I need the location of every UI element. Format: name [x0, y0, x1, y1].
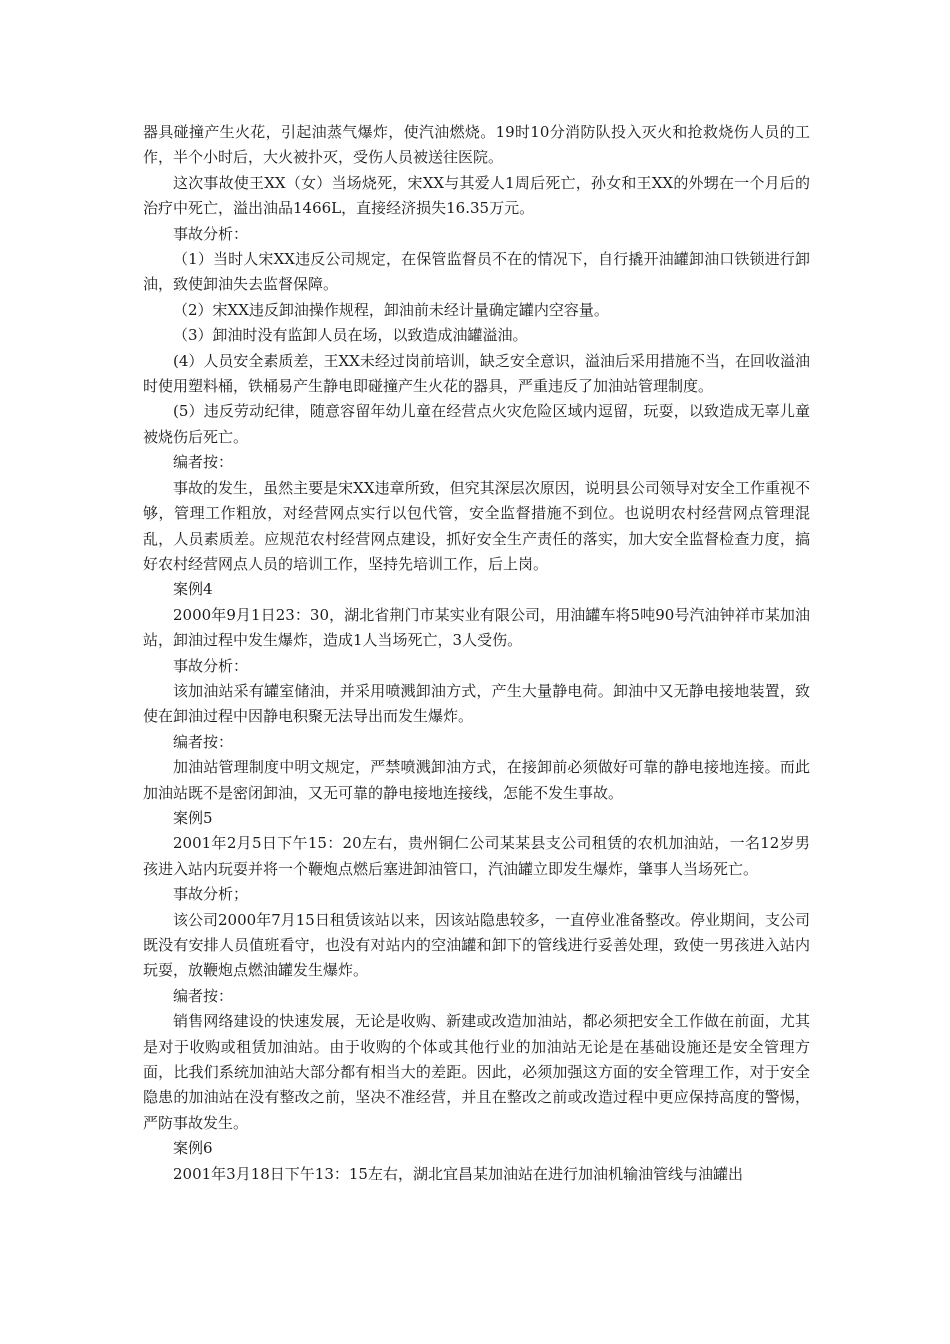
- paragraph: 加油站管理制度中明文规定，严禁喷溅卸油方式，在接卸前必须做好可靠的静电接地连接。而此加油站既不是密闭卸油，又无可靠的静电接地连接线，怎能不发生事故。: [143, 758, 810, 802]
- paragraph: 案例6: [173, 1139, 213, 1158]
- paragraph: 事故分析；: [173, 885, 249, 904]
- paragraph: 编者按：: [173, 986, 234, 1005]
- paragraph: 编者按：: [173, 732, 234, 751]
- paragraph: （3）卸油时没有监卸人员在场，以致造成油罐溢油。: [173, 326, 528, 345]
- paragraph: 该加油站采有罐室储油，并采用喷溅卸油方式，产生大量静电荷。卸油中又无静电接地装置，致使在卸油过程中因静电积聚无法导出而发生爆炸。: [143, 681, 810, 726]
- paragraph: 2000年9月1日23：30，湖北省荆门市某实业有限公司，用油罐车将5吨90号汽油钟祥市某加油站，卸油过程中发生爆炸，造成1人当场死亡，3人受伤。: [143, 605, 810, 650]
- paragraph: 2001年2月5日下午15：20左右，贵州铜仁公司某某县支公司租赁的农机加油站，一名12岁男孩进入站内玩耍并将一个鞭炮点燃后塞进卸油管口，汽油罐立即发生爆炸，肇事人当场死亡。: [143, 834, 810, 878]
- document-body: [143, 120, 810, 1187]
- paragraph: （2）宋XX违反卸油操作规程，卸油前未经计量确定罐内空容量。: [173, 300, 609, 319]
- paragraph: 2001年3月18日下午13：15左右，湖北宜昌某加油站在进行加油机输油管线与油罐出: [173, 1164, 743, 1183]
- paragraph: 事故分析：: [173, 656, 249, 675]
- paragraph: 器具碰撞产生火花，引起油蒸气爆炸，使汽油燃烧。19时10分消防队投入灭火和抢救烧伤人员的工作，半个小时后，大火被扑灭，受伤人员被送往医院。: [143, 123, 810, 167]
- paragraph: （1）当时人宋XX违反公司规定，在保管监督员不在的情况下，自行撬开油罐卸油口铁锁进行卸油，致使卸油失去监督保障。: [143, 250, 810, 294]
- paragraph: 这次事故使王XX（女）当场烧死，宋XX与其爱人1周后死亡，孙女和王XX的外甥在一个月后的治疗中死亡，溢出油品1466L，直接经济损失16.35万元。: [143, 173, 810, 218]
- paragraph: 案例4: [173, 580, 213, 599]
- paragraph: 事故分析：: [173, 224, 249, 243]
- paragraph: 该公司2000年7月15日租赁该站以来，因该站隐患较多，一直停业准备整改。停业期间，支公司既没有安排人员值班看守，也没有对站内的空油罐和卸下的管线进行妥善处理，致使一男孩进入站内玩耍，放鞭炮点燃油罐发生爆炸。: [143, 910, 810, 980]
- paragraph: 编者按：: [173, 453, 234, 472]
- paragraph: 案例5: [173, 808, 213, 827]
- paragraph: 销售网络建设的快速发展，无论是收购、新建或改造加油站，都必须把安全工作做在前面，尤其是对于收购或租赁加油站。由于收购的个体或其他行业的加油站无论是在基础设施还是安全管理方面，比我们系统加油站大部分都有相当大的差距。因此，必须加强这方面的安全管理工作，对于安全隐患的加油站在没有整改之前，坚决不准经营，并且在整改之前或改造过程中更应保持高度的警惕，严防事故发生。: [143, 1012, 810, 1132]
- paragraph: (5）违反劳动纪律，随意容留年幼儿童在经营点火灾危险区域内逗留，玩耍，以致造成无辜儿童被烧伤后死亡。: [143, 402, 810, 446]
- paragraph: 事故的发生，虽然主要是宋XX违章所致，但究其深层次原因，说明县公司领导对安全工作重视不够，管理工作粗放，对经营网点实行以包代管，安全监督措施不到位。也说明农村经营网点管理混乱，人员素质差。应规范农村经营网点建设，抓好安全生产责任的落实，加大安全监督检查力度，搞好农村经营网点人员的培训工作，坚持先培训工作，后上岗。: [143, 478, 810, 573]
- paragraph: (4）人员安全素质差，王XX未经过岗前培训，缺乏安全意识，溢油后采用措施不当，在回收溢油时使用塑料桶，铁桶易产生静电即碰撞产生火花的器具，严重违反了加油站管理制度。: [143, 351, 810, 396]
